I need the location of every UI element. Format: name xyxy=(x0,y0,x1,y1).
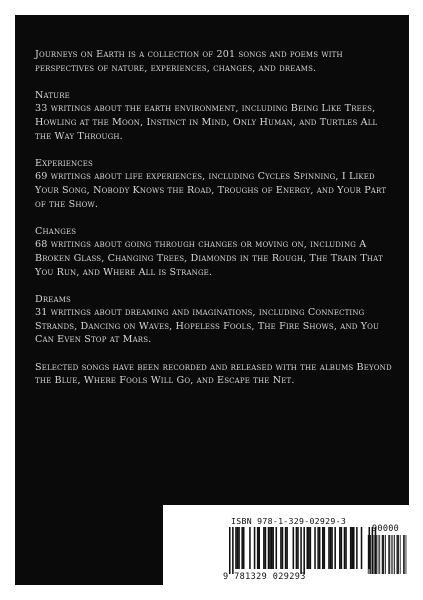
barcode-bar xyxy=(345,527,347,569)
section-changes xyxy=(35,225,395,279)
section-text-experiences: 69 writings about life experiences, including Cycles Spinning, I Liked Your Song, Nobody Knows the Road, Troughs of Energy, and Your Part of the Show. xyxy=(35,171,387,210)
section-text-dreams: 31 writings about dreaming and imaginations, including Connecting Strands, Dancing on Waves, Hopeless Fools, The Fire Shows, and You Can Even Stop at Mars. xyxy=(35,307,380,346)
barcode-addon-bar xyxy=(403,535,404,574)
barcode-addon-bar xyxy=(397,535,398,574)
barcode-bar xyxy=(238,527,240,569)
section-experiences xyxy=(35,157,395,211)
barcode-bar xyxy=(303,527,305,574)
barcode-bar xyxy=(276,527,278,569)
barcode-bar xyxy=(322,527,324,569)
barcode-bar xyxy=(297,527,299,569)
barcode-bar xyxy=(243,527,245,569)
section-heading-dreams: Dreams xyxy=(35,293,71,305)
barcode-bar xyxy=(254,527,256,569)
barcode-bar xyxy=(265,527,267,569)
closing-paragraph: Selected songs have been recorded and released with the albums Beyond the Blue, Where Fools Will Go, and Escape the Net. xyxy=(35,361,392,387)
barcode-addon-bar xyxy=(379,535,380,574)
barcode-addon-bar xyxy=(397,535,398,574)
barcode-bar xyxy=(353,527,355,569)
intro-paragraph: Journeys on Earth is a collection of 201 songs and poems with perspectives of nature, experiences, changes, and dreams. xyxy=(35,49,343,74)
section-nature xyxy=(35,89,395,143)
barcode-bar xyxy=(334,527,336,569)
barcode-addon-bar xyxy=(383,535,384,574)
section-heading-nature: Nature xyxy=(35,89,70,101)
barcode-bar xyxy=(319,527,321,569)
barcode-bar xyxy=(249,527,251,569)
barcode-bar xyxy=(258,527,260,569)
barcode-bar xyxy=(272,527,274,569)
barcode-addon-bar xyxy=(406,535,407,574)
barcode-bar xyxy=(350,527,352,569)
barcode-bar xyxy=(296,527,298,569)
barcode-addon-bar xyxy=(376,535,377,574)
barcode-bar xyxy=(339,527,341,569)
barcode-addon-bar xyxy=(374,535,375,574)
barcode-bar xyxy=(235,527,237,569)
barcode-bar xyxy=(372,527,374,574)
barcode-addon-bar xyxy=(368,535,369,574)
barcode-addon-bar xyxy=(369,535,370,574)
back-cover xyxy=(15,15,409,585)
barcode-bar xyxy=(307,527,309,569)
barcode-addon-bar xyxy=(370,535,371,574)
barcode-bar xyxy=(361,527,363,569)
barcode-bar xyxy=(232,527,234,574)
barcode-bar xyxy=(257,527,259,569)
barcode-bar xyxy=(241,527,243,569)
barcode-bar xyxy=(263,527,265,569)
barcode-addon-bar xyxy=(388,535,389,574)
barcode-bar xyxy=(341,527,343,569)
barcode-bar xyxy=(330,527,332,569)
barcode-addon-digits: 90000 xyxy=(372,524,400,534)
barcode-bar xyxy=(324,527,326,569)
barcode-bar xyxy=(282,527,284,569)
barcode-bar xyxy=(268,527,270,569)
barcode-bar xyxy=(271,527,273,569)
barcode-bar xyxy=(300,527,302,574)
barcode-digits xyxy=(223,572,306,582)
barcode-bar xyxy=(269,527,271,569)
barcode-addon-bar xyxy=(394,535,395,574)
barcode-addon-bar xyxy=(389,535,390,574)
barcode-addon-bar xyxy=(404,535,405,574)
barcode-box xyxy=(163,505,409,585)
barcode-bar xyxy=(328,527,330,569)
barcode-addon-bar xyxy=(392,535,393,574)
barcode-addon-bar xyxy=(391,535,392,574)
barcode-bar xyxy=(286,527,288,569)
barcode-addon-bar xyxy=(375,535,376,574)
barcode-bar xyxy=(356,527,358,569)
barcode-bar xyxy=(280,527,282,569)
section-heading-experiences: Experiences xyxy=(35,157,93,169)
barcode-addon-bar xyxy=(385,535,386,574)
section-text-changes: 68 writings about going through changes or moving on, including A Broken Glass, Changing Trees, Diamonds in the Rough, The Train That You Run, and Where All is Strange. xyxy=(35,239,383,278)
barcode-bar xyxy=(331,527,333,569)
section-text-nature: 33 writings about the earth environment, including Being Like Trees, Howling at the Moon, Instinct in Mind, Only Human, and Turtles All the Way Through. xyxy=(35,103,378,142)
barcode-addon-bar xyxy=(400,535,401,574)
barcode-right-digits: 029293 xyxy=(272,572,306,582)
barcode-bar xyxy=(314,527,316,569)
section-heading-changes: Changes xyxy=(35,225,77,237)
barcode-bar xyxy=(308,527,310,569)
barcode-bar xyxy=(285,527,287,569)
barcode-addon-bar xyxy=(378,535,379,574)
section-dreams xyxy=(35,293,395,347)
barcode-bar xyxy=(229,527,231,574)
barcode-addon-bar xyxy=(383,535,384,574)
barcode-bar xyxy=(351,527,353,569)
barcode-bar xyxy=(317,527,319,569)
barcode-left-digits: 781329 xyxy=(234,572,268,582)
barcode-bar xyxy=(310,527,312,569)
barcode-bar xyxy=(344,527,346,569)
barcode-addon-bar xyxy=(382,535,383,574)
barcode-addon-bar xyxy=(398,535,399,574)
barcode-bar xyxy=(293,527,295,569)
back-cover-blurb xyxy=(35,48,395,401)
barcode-bar xyxy=(237,527,239,569)
isbn-label: ISBN 978-1-329-02929-3 xyxy=(231,516,347,526)
barcode-lead-digit: 9 xyxy=(223,572,229,582)
